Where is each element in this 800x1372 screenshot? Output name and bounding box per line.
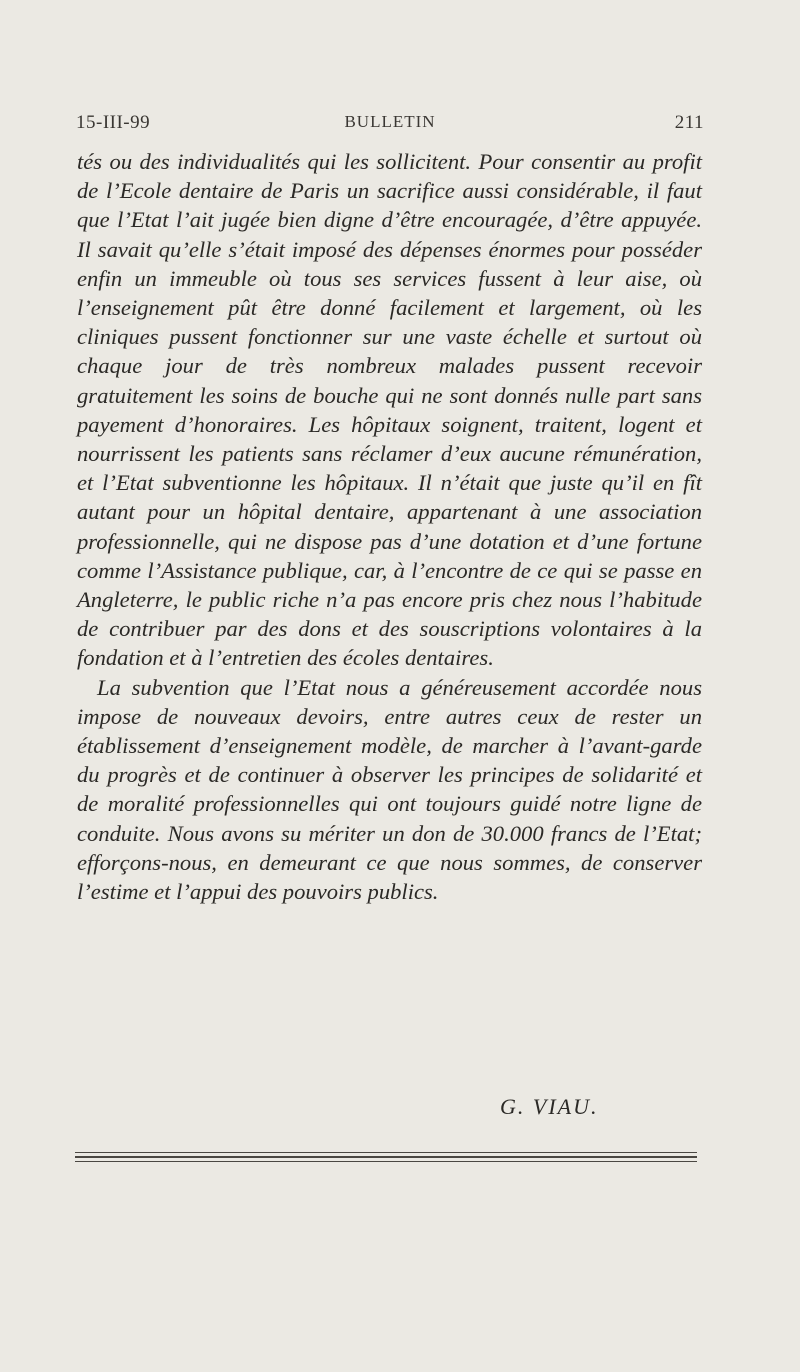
footer-rule	[75, 1152, 697, 1153]
author-signature: G. VIAU.	[500, 1094, 599, 1119]
header-title: BULLETIN	[344, 112, 436, 131]
article-body	[77, 147, 702, 906]
header-date: 15-III-99	[76, 112, 151, 133]
paragraph: La subvention que l’Etat nous a généreusement accordée nous impose de nouveaux devoirs, entre autres ceux de rester un établissement d’enseignement modèle, de marcher à l’avant-garde du progrès et de continuer à observer les principes de solidarité et de moralité professionnelles qui ont toujours guidé notre ligne de conduite. Nous avons su mériter un don de 30.000 francs de l’Etat; efforçons-nous, en demeurant ce que nous sommes, de conserver l’estime et l’appui des pouvoirs publics.	[77, 674, 702, 905]
header-page-number: 211	[674, 112, 704, 133]
page-header	[76, 112, 704, 142]
paragraph-continued: tés ou des individualités qui les sollicitent. Pour consentir au profit de l’Ecole dentaire de Paris un sacrifice aussi considérable, il faut que l’Etat l’ait jugée bien digne d’être encouragée, d’être appuyée. Il savait qu’elle s’était imposé des dépenses énormes pour posséder enfin un immeuble où tous ses services fussent à leur aise, où l’enseignement pût être donné facilement et largement, où les cliniques pussent fonctionner sur une vaste échelle et surtout où chaque jour de très nombreux malades pussent recevoir gratuitement les soins de bouche qui ne sont donnés nulle part sans payement d’honoraires. Les hôpitaux soignent, traitent, logent et nourrissent les patients sans réclamer d’eux aucune rémunération, et l’Etat subventionne les hôpitaux. Il n’était que juste qu’il en fît autant pour un hôpital dentaire, appartenant à une association professionnelle, qui ne dispose pas d’une dotation et d’une fortune comme l’Assistance publique, car, à l’encontre de ce qui se passe en Angleterre, le public riche n’a pas encore pris chez nous l’habitude de contribuer par des dons et des souscriptions volontaires à la fondation et à l’entretien des écoles dentaires.	[77, 149, 702, 671]
footer-rule	[75, 1161, 697, 1162]
footer-rule	[75, 1156, 697, 1158]
